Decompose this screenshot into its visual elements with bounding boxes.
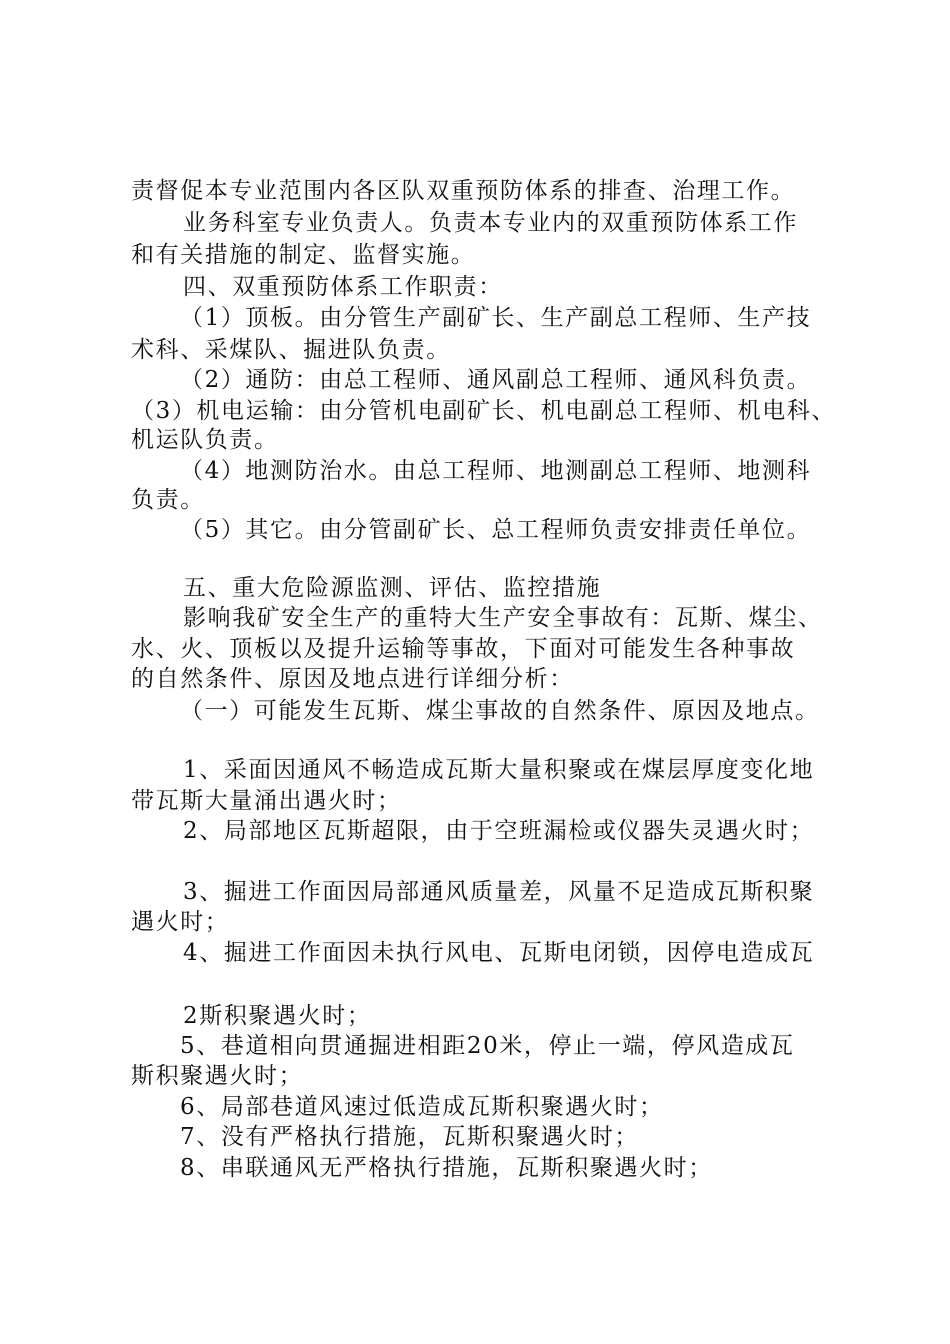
text-line: 水、火、顶板以及提升运输等事故，下面对可能发生各种事故 — [131, 636, 796, 662]
text-line: 2斯积聚遇火时； — [183, 1003, 372, 1029]
text-line: （1）顶板。由分管生产副矿长、生产副总工程师、生产技 — [180, 305, 812, 331]
text-line: （3）机电运输：由分管机电副矿长、机电副总工程师、机电科、 — [131, 398, 837, 424]
text-line: （4）地测防治水。由总工程师、地测副总工程师、地测科 — [180, 458, 812, 484]
list-item: 2、局部地区瓦斯超限，由于空班漏检或仪器失灵遇火时； — [183, 818, 815, 844]
section-heading: 四、双重预防体系工作职责： — [183, 274, 503, 300]
text-line: 机运队负责。 — [131, 427, 279, 453]
text-line: 带瓦斯大量涌出遇火时； — [131, 788, 402, 814]
list-item: 8、串联通风无严格执行措施，瓦斯积聚遇火时； — [180, 1155, 713, 1181]
text-line: 责督促本专业范围内各区队双重预防体系的排查、治理工作。 — [131, 178, 796, 204]
list-item: 5、巷道相向贯通掘进相距20米，停止一端，停风造成瓦 — [180, 1033, 795, 1059]
section-heading: 五、重大危险源监测、评估、监控措施 — [183, 575, 602, 601]
text-line: 斯积聚遇火时； — [131, 1063, 304, 1089]
text-line: 遇火时； — [131, 909, 230, 935]
list-item: 6、局部巷道风速过低造成瓦斯积聚遇火时； — [180, 1094, 664, 1120]
text-line: 负责。 — [131, 487, 205, 513]
text-line: 影响我矿安全生产的重特大生产安全事故有：瓦斯、煤尘、 — [183, 605, 823, 631]
list-item: 4、掘进工作面因未执行风电、瓦斯电闭锁，因停电造成瓦 — [183, 940, 815, 966]
text-line: 业务科室专业负责人。负责本专业内的双重预防体系工作 — [183, 210, 798, 236]
text-line: 术科、采煤队、掘进队负责。 — [131, 337, 451, 363]
text-line: （2）通防：由总工程师、通风副总工程师、通风科负责。 — [180, 367, 812, 393]
list-item: 1、采面因通风不畅造成瓦斯大量积聚或在煤层厚度变化地 — [183, 757, 815, 783]
text-line: 和有关措施的制定、监督实施。 — [131, 242, 476, 268]
subsection-heading: （一）可能发生瓦斯、煤尘事故的自然条件、原因及地点。 — [180, 698, 820, 724]
text-line: （5）其它。由分管副矿长、总工程师负责安排责任单位。 — [180, 517, 812, 543]
text-line: 的自然条件、原因及地点进行详细分析： — [131, 666, 574, 692]
list-item: 3、掘进工作面因局部通风质量差，风量不足造成瓦斯积聚 — [183, 879, 815, 905]
list-item: 7、没有严格执行措施，瓦斯积聚遇火时； — [180, 1124, 640, 1150]
